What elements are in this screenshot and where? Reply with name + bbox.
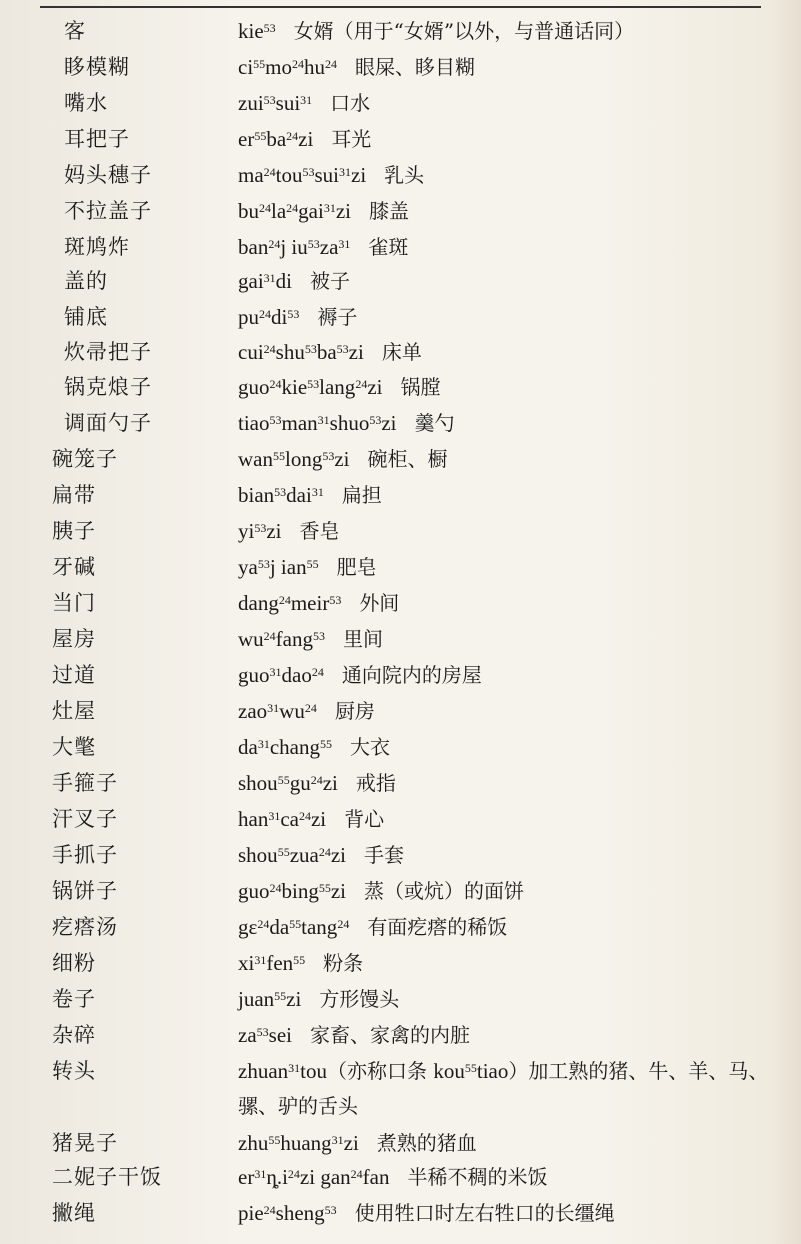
entry-definition [238,1196,778,1230]
tone-number: 24 [304,701,317,715]
entry-pronunciation [238,699,317,723]
syllable: kie [281,375,308,399]
entry-pronunciation [238,519,282,543]
tone-number: 31 [288,1061,301,1075]
entry-gloss: 耳光 [331,127,372,151]
syllable: guo [238,375,270,399]
tone-number: 24 [263,342,276,356]
entry-gloss: 口水 [330,91,371,115]
entry-term: 撇绳 [52,1201,96,1225]
entry-gloss: 戒指 [355,771,396,795]
entry-definition [238,586,778,620]
tone-number: 31 [269,665,282,679]
syllable: di [275,269,292,293]
syllable: zua [289,843,319,867]
syllable: zui [238,91,264,115]
tone-number: 24 [350,1167,363,1181]
entry-pronunciation [238,199,351,223]
entry-pronunciation [238,163,366,187]
entry-term: 锅饼子 [52,879,118,903]
syllable: zi [335,199,351,223]
entry-pronunciation [238,915,349,939]
tone-number: 24 [298,809,311,823]
tone-number: 53 [287,307,300,321]
syllable: za [238,1023,257,1047]
syllable: kie [238,19,264,43]
entry-gloss: 煮熟的猪血 [376,1131,477,1155]
entry-gloss: 通向院内的房屋 [341,663,482,687]
tone-number: 24 [263,165,276,179]
syllable: gu [289,771,311,795]
syllable: han [238,807,269,831]
entry-pronunciation [238,879,346,903]
entry-term: 屋房 [52,627,96,651]
entry-gloss: 羹勺 [414,411,455,435]
syllable: ba [316,340,337,364]
entry-pronunciation [238,19,276,43]
entry-term: 胰子 [52,519,96,543]
entry-gloss: 锅膛 [400,375,441,399]
tone-number: 55 [254,129,267,143]
entry-pronunciation [238,987,301,1011]
entry-term: 客 [64,19,86,43]
tone-number: 24 [269,881,282,895]
entry-definition [238,122,778,156]
entry-definition [238,730,778,764]
entry-pronunciation [238,807,326,831]
entry-alt-pronunciation [433,1059,508,1083]
entry-definition [238,14,778,48]
entry-gloss: 乳头 [384,163,425,187]
tone-number: 53 [263,21,276,35]
tone-number: 55 [277,773,290,787]
tone-number: 31 [254,953,267,967]
tone-number: 55 [306,557,319,571]
syllable: wu [279,699,305,723]
entry-definition [238,406,778,440]
entry-term: 卷子 [52,987,96,1011]
entry-pronunciation [238,843,346,867]
entry-gloss: 粉条 [323,951,364,975]
syllable: bu [238,199,259,223]
syllable: yi [238,519,255,543]
syllable: dai [286,483,312,507]
syllable: fen [266,951,294,975]
syllable: shu [275,340,305,364]
tone-number: 55 [277,845,290,859]
entry-definition [238,622,778,656]
tone-number: 24 [355,377,368,391]
syllable: huang [280,1131,332,1155]
entry-definition [238,838,778,872]
entry-definition [238,1126,778,1160]
entry-gloss: 外间 [359,591,400,615]
entry-pronunciation [238,55,337,79]
tone-number: 31 [317,413,330,427]
syllable: lang [319,375,356,399]
syllable: bing [281,879,319,903]
tone-number: 55 [273,449,285,463]
tone-number: 24 [325,57,337,71]
syllable: dao [281,663,312,687]
entry-definition [238,694,778,728]
entry-term: 妈头穗子 [64,163,152,187]
syllable: man [281,411,318,435]
syllable: wan [238,447,273,471]
tone-number: 24 [257,917,270,931]
entry-definition [238,910,778,944]
entry-gloss: 眼屎、眵目糊 [355,55,475,79]
syllable: ya [238,555,258,579]
tone-number: 55 [293,953,306,967]
entry-term: 耳把子 [64,127,130,151]
entry-definition [238,50,778,84]
entry-definition [238,370,778,404]
entry-pronunciation [238,127,313,151]
tone-number: 24 [268,237,281,251]
tone-number: 24 [318,845,331,859]
entry-gloss: ）加工熟的猪、牛、羊、马、骡、驴的舌头 [238,1059,769,1118]
syllable: ȵ.i [266,1165,288,1189]
syllable: ca [280,807,299,831]
tone-number: 24 [259,201,271,215]
entry-definition [238,802,778,836]
entry-term: 猪晃子 [52,1131,118,1155]
syllable: zi gan [299,1165,351,1189]
syllable: cui [238,340,264,364]
tone-number: 24 [263,1203,276,1217]
syllable: zi [330,843,346,867]
syllable: juan [238,987,275,1011]
entry-definition [238,550,778,584]
syllable: zi [286,987,302,1011]
syllable: meir [290,591,330,615]
entry-pronunciation [238,1023,292,1047]
entry-definition [238,86,778,120]
tone-number: 55 [318,881,331,895]
syllable: dang [238,591,279,615]
entry-definition [238,1160,778,1194]
entry-definition [238,478,778,512]
syllable: zi [348,340,364,364]
tone-number: 53 [313,629,325,643]
tone-number: 53 [324,1203,337,1217]
syllable: j ian [269,555,307,579]
entry-gloss: 雀斑 [368,235,409,259]
tone-number: 55 [253,57,266,71]
entry-term: 细粉 [52,951,96,975]
syllable: zhuan [238,1059,289,1083]
tone-number: 31 [339,165,352,179]
entry-term: 盖的 [64,269,108,293]
syllable: er [238,1165,255,1189]
tone-number: 53 [307,377,320,391]
syllable: gai [298,199,324,223]
entry-gloss: 半稀不稠的米饭 [407,1165,548,1189]
syllable: zhu [238,1131,269,1155]
entry-term: 嘴水 [64,91,108,115]
syllable: da [238,735,258,759]
entry-gloss: 里间 [343,627,383,651]
syllable: zi [367,375,383,399]
syllable: er [238,127,255,151]
entry-gloss-note: （亦称口条 [327,1059,434,1083]
entry-term: 手箍子 [52,771,118,795]
tone-number: 53 [257,557,270,571]
tone-number: 24 [286,129,299,143]
entry-term: 眵模糊 [64,55,130,79]
syllable: shou [238,843,278,867]
syllable: gɛ [238,915,258,939]
entry-gloss: 厨房 [334,699,375,723]
tone-number: 53 [269,413,282,427]
tone-number: 24 [311,665,324,679]
entry-pronunciation [238,340,364,364]
entry-pronunciation [238,1131,359,1155]
entry-term: 二妮子干饭 [52,1165,162,1189]
entry-pronunciation [238,91,312,115]
entry-gloss: 家畜、家禽的内脏 [309,1023,470,1047]
entry-gloss: 被子 [310,269,350,293]
tone-number: 55 [268,1133,281,1147]
tone-number: 53 [322,449,335,463]
syllable: mo [265,55,292,79]
entry-term: 杂碎 [52,1023,96,1047]
tone-number: 53 [256,1025,269,1039]
entry-pronunciation [238,1165,389,1189]
tone-number: 31 [254,1167,267,1181]
syllable: zi [310,807,327,831]
entry-gloss: 香皂 [299,519,340,543]
entry-term: 大氅 [52,735,96,759]
tone-number: 31 [268,809,281,823]
entry-definition [238,766,778,800]
entry-definition [238,230,778,264]
syllable: chang [269,735,320,759]
entry-definition [238,982,778,1016]
entry-pronunciation [238,1201,337,1225]
syllable: sei [268,1023,292,1047]
entry-definition [238,658,778,692]
syllable: tang [301,915,338,939]
entry-term: 斑鸠炸 [64,235,130,259]
syllable: gai [238,269,264,293]
tone-number: 24 [287,1167,300,1181]
tone-number: 24 [337,917,350,931]
syllable: ci [238,55,254,79]
syllable: tiao [476,1059,509,1083]
entry-gloss: 手套 [364,843,404,867]
entry-definition [238,874,778,908]
entry-pronunciation [238,627,325,651]
entry-pronunciation [238,235,350,259]
entry-term: 过道 [52,663,96,687]
entry-gloss: 碗柜、橱 [367,447,448,471]
syllable: zi [298,127,314,151]
tone-number: 55 [289,917,302,931]
syllable: shuo [329,411,370,435]
entry-pronunciation [238,951,305,975]
tone-number: 24 [263,629,276,643]
entry-definition [238,264,778,298]
tone-number: 31 [311,485,324,499]
tone-number: 31 [300,93,313,107]
entry-gloss: 褥子 [317,305,358,329]
entry-term: 铺底 [64,305,108,329]
tone-number: 53 [304,342,317,356]
syllable: zi [343,1131,359,1155]
tone-number: 53 [254,521,267,535]
entry-definition [238,946,778,980]
entry-gloss: 背心 [344,807,385,831]
top-rule [40,6,761,8]
syllable: za [319,235,339,259]
entry-term: 碗笼子 [52,447,118,471]
syllable: pu [238,305,259,329]
entry-pronunciation [238,269,292,293]
tone-number: 24 [286,201,299,215]
tone-number: 53 [302,165,315,179]
entry-pronunciation [238,375,382,399]
syllable: wu [238,627,264,651]
entry-definition [238,158,778,192]
tone-number: 53 [336,342,349,356]
tone-number: 53 [274,485,287,499]
entry-pronunciation [238,771,338,795]
syllable: zi [351,163,367,187]
syllable: ma [238,163,264,187]
tone-number: 31 [263,271,276,285]
entry-term: 牙碱 [52,555,96,579]
entry-pronunciation [238,735,332,759]
tone-number: 55 [464,1061,477,1075]
entry-gloss: 有面疙瘩的稀饭 [367,915,508,939]
entry-gloss: 方形馒头 [319,987,400,1011]
syllable: ba [266,127,287,151]
entry-term: 转头 [52,1059,96,1083]
tone-number: 24 [278,593,291,607]
tone-number: 31 [267,701,280,715]
tone-number: 31 [257,737,270,751]
entry-term: 炊帚把子 [64,340,152,364]
syllable: zi [381,411,397,435]
entry-term: 扁带 [52,483,96,507]
entry-definition [238,1054,778,1124]
entry-pronunciation [238,411,397,435]
tone-number: 24 [292,57,304,71]
syllable: fan [362,1165,390,1189]
syllable: long [285,447,323,471]
syllable: j iu [280,235,308,259]
syllable: zao [238,699,268,723]
entry-gloss: 女婿（用于“女婿”以外，与普通话同） [293,19,635,43]
entry-definition [238,300,778,334]
syllable: pie [238,1201,264,1225]
tone-number: 53 [369,413,382,427]
entry-definition [238,335,778,369]
syllable: xi [238,951,255,975]
syllable: shou [238,771,278,795]
entry-pronunciation [238,663,324,687]
entry-definition [238,514,778,548]
syllable: la [271,199,287,223]
tone-number: 53 [263,93,276,107]
entry-gloss: 床单 [381,340,422,364]
syllable: kou [433,1059,465,1083]
syllable: sheng [275,1201,325,1225]
entry-pronunciation [238,305,299,329]
syllable: sui [275,91,301,115]
syllable: tou [275,163,303,187]
tone-number: 31 [338,237,351,251]
entry-definition [238,442,778,476]
entry-gloss: 大衣 [349,735,390,759]
entry-gloss: 蒸（或炕）的面饼 [364,879,524,903]
syllable: tiao [238,411,270,435]
entry-term: 调面勺子 [64,411,152,435]
tone-number: 55 [274,989,287,1003]
entry-pronunciation [238,447,350,471]
syllable: ban [238,235,269,259]
syllable: zi [334,447,350,471]
syllable: da [269,915,290,939]
entry-term: 当门 [52,591,96,615]
syllable: zi [266,519,282,543]
tone-number: 24 [310,773,323,787]
entry-pronunciation [238,1059,327,1083]
tone-number: 31 [323,201,336,215]
syllable: sui [314,163,340,187]
entry-gloss: 膝盖 [368,199,409,223]
entry-term: 不拉盖子 [64,199,152,223]
entry-pronunciation [238,555,319,579]
entry-term: 灶屋 [52,699,96,723]
syllable: hu [304,55,325,79]
syllable: bian [238,483,275,507]
syllable: zi [322,771,338,795]
entry-term: 疙瘩汤 [52,915,118,939]
entry-gloss: 使用牲口时左右牲口的长缰绳 [354,1201,615,1225]
entry-term: 汗叉子 [52,807,118,831]
entry-term: 手抓子 [52,843,118,867]
syllable: fang [275,627,313,651]
tone-number: 31 [331,1133,344,1147]
syllable: guo [238,879,270,903]
entry-pronunciation [238,591,341,615]
entry-term: 锅克烺子 [64,375,152,399]
syllable: tou [300,1059,327,1083]
tone-number: 55 [319,737,332,751]
syllable: zi [330,879,346,903]
tone-number: 53 [329,593,342,607]
entry-pronunciation [238,483,324,507]
syllable: di [271,305,288,329]
tone-number: 53 [307,237,320,251]
entry-gloss: 扁担 [341,483,382,507]
tone-number: 24 [259,307,271,321]
syllable: guo [238,663,270,687]
entry-definition [238,194,778,228]
entry-definition [238,1018,778,1052]
entry-gloss: 肥皂 [336,555,377,579]
tone-number: 24 [269,377,282,391]
